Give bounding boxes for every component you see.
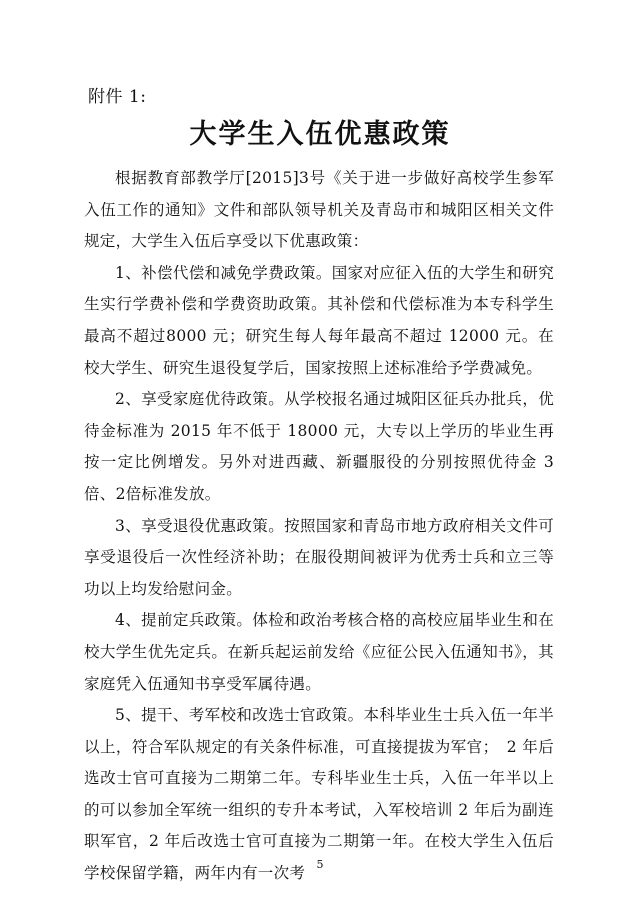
page-number: 5	[316, 858, 324, 871]
document-title: 大学生入伍优惠政策	[189, 119, 451, 150]
paragraph-policy-3: 3、享受退役优惠政策。按照国家和青岛市地方政府相关文件可享受退役后一次性经济补助；在服役期间被评为优秀士兵和立三等功以上均发给慰问金。	[84, 516, 554, 598]
paragraph-policy-2: 2、享受家庭优待政策。从学校报名通过城阳区征兵办批兵，优待金标准为 2015 年不低于 18000 元，大专以上学历的毕业生再按一定比例增发。另外对进西藏、新疆服役的分别按照优待金 3倍、2倍标准发放。	[84, 390, 554, 503]
paragraph-policy-4: 4、提前定兵政策。体检和政治考核合格的高校应届毕业生和在校大学生优先定兵。在新兵起运前发给《应征公民入伍通知书》，其家庭凭入伍通知书享受军属待遇。	[84, 611, 554, 693]
paragraph-policy-1: 1、补偿代偿和减免学费政策。国家对应征入伍的大学生和研究生实行学费补偿和学费资助政策。其补偿和代偿标准为本专科学生最高不超过8000 元；研究生每人每年最高不超过 12000 元。在校大学生、研究生退役复学后，国家按照上述标准给予学费减免。	[84, 263, 554, 377]
paragraph-intro: 根据教育部教学厅[2015]3号《关于进一步做好高校学生参军入伍工作的通知》文件和部队领导机关及青岛市和城阳区相关文件规定，大学生入伍后享受以下优惠政策：	[84, 169, 554, 251]
document-body	[84, 163, 554, 890]
attachment-label: 附件 1:	[88, 87, 147, 107]
paragraph-policy-5: 5、提干、考军校和改选士官政策。本科毕业生士兵入伍一年半以上，符合军队规定的有关条件标准，可直接提拔为军官； 2 年后选改士官可直接为二期第二年。专科毕业生士兵，入伍一年半以上的可以参加全军统一组织的专升本考试，入军校培训 2 年后为副连职军官，2 年后改选士官可直接为二期第一年。在校大学生入伍后学校保留学籍，两年内有一次考	[84, 706, 554, 883]
